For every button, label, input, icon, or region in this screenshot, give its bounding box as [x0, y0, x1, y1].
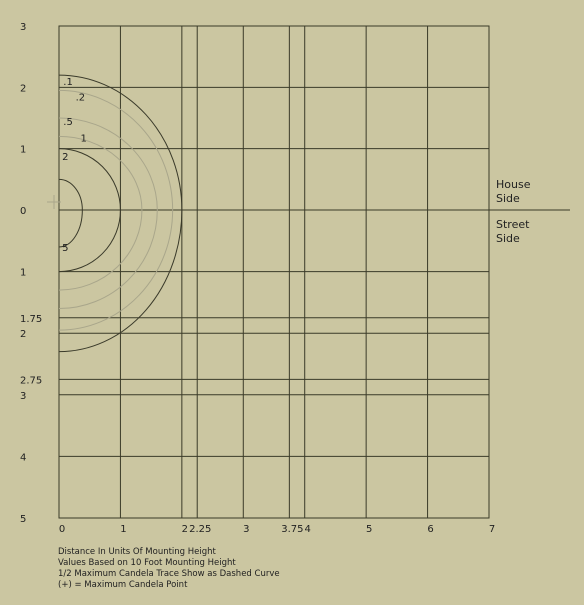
note-dashed-trace: 1/2 Maximum Candela Trace Show as Dashed Curve [58, 569, 280, 579]
street-side-label: Street [496, 218, 530, 231]
note-mounting-height: Values Based on 10 Foot Mounting Height [58, 558, 236, 568]
y-tick-label-top: 0 [20, 206, 27, 217]
x-tick-label: 0 [58, 524, 66, 535]
y-tick-label-bottom: 2.75 [20, 375, 43, 387]
x-tick-label: 4 [304, 524, 311, 535]
x-tick-label: 3.75 [281, 524, 304, 535]
y-tick-label-bottom: 4 [20, 452, 27, 464]
note-max-candela: (+) = Maximum Candela Point [58, 580, 188, 590]
y-tick-label-bottom: 5 [20, 514, 27, 525]
note-distance-units: Distance In Units Of Mounting Height [58, 547, 216, 557]
y-tick-label-bottom: 3 [20, 390, 27, 402]
x-tick-label: 2 [181, 524, 189, 535]
isoline-1 [59, 133, 142, 290]
isoline-label: .2 [75, 92, 86, 104]
isoline-label: .5 [63, 117, 73, 129]
y-tick-label-top: 3 [20, 22, 27, 33]
street-side-label: Side [496, 232, 520, 245]
isoline-5 [59, 179, 82, 247]
y-tick-label-top: 1 [20, 144, 27, 156]
isoline-label: 5 [62, 242, 69, 254]
y-tick-label-bottom: 1 [20, 267, 27, 279]
tick-labels [20, 22, 531, 535]
y-tick-label-top: 2 [20, 83, 27, 95]
house-side-label: House [496, 178, 531, 191]
y-tick-label-bottom: 2 [20, 329, 27, 341]
chart-notes [58, 547, 280, 591]
x-tick-label: 6 [427, 524, 434, 535]
house-side-label: Side [496, 192, 520, 205]
x-tick-label: 2.25 [189, 524, 212, 535]
isoline-p5 [59, 118, 157, 309]
x-tick-label: 3 [243, 524, 250, 535]
x-tick-label: 7 [488, 524, 496, 535]
isoline-label: 1 [80, 133, 87, 145]
y-tick-label-bottom: 1.75 [20, 313, 43, 325]
x-tick-label: 5 [365, 524, 373, 535]
isoline-label: .1 [63, 77, 73, 89]
x-tick-label: 1 [120, 524, 127, 535]
isoline-label: 2 [62, 152, 69, 164]
